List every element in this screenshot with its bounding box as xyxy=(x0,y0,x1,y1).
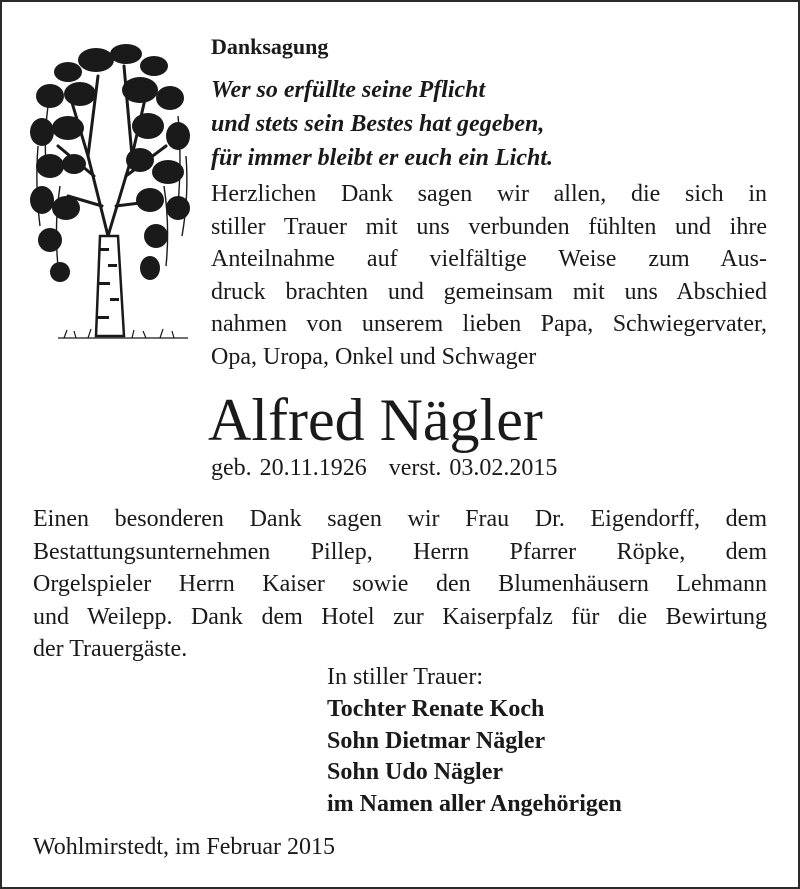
special-thanks-line: Einen besonderen Dank sagen wir Frau Dr. Eigendorff, dem xyxy=(33,506,767,532)
special-thanks-line: Bestattungsunternehmen Pillep, Herrn Pfarrer Röpke, dem xyxy=(33,538,767,565)
mourners-list xyxy=(327,694,622,820)
special-thanks-line: und Weilepp. Dank dem Hotel zur Kaiserpfalz für die Bewirtung xyxy=(33,603,767,630)
thanks-paragraph xyxy=(211,178,767,374)
life-dates xyxy=(211,455,557,482)
verse-line: und stets sein Bestes hat gegeben, xyxy=(211,111,545,137)
mourner-name: im Namen aller Angehörigen xyxy=(327,790,622,817)
mourner-name: Tochter Renate Koch xyxy=(327,696,545,722)
verse-line: Wer so erfüllte seine Pflicht xyxy=(211,77,486,103)
thanks-line: Herzlichen Dank sagen wir allen, die sich in xyxy=(211,181,767,207)
place-date: Wohlmirstedt, im Februar 2015 xyxy=(33,834,336,860)
verse-line: für immer bleibt er euch ein Licht. xyxy=(211,145,553,171)
thanks-line: druck brachten und gemeinsam mit uns Abschied xyxy=(211,278,767,305)
thanks-line: Anteilnahme auf vielfältige Weise zum Aus- xyxy=(211,246,767,273)
deceased-name: Alfred Nägler xyxy=(208,387,543,453)
thanks-line: nahmen von unserem lieben Papa, Schwiegervater, xyxy=(211,311,767,338)
mourning-label: In stiller Trauer: xyxy=(327,664,483,690)
birth-date: geb. 20.11.1926 xyxy=(211,455,367,481)
special-thanks-paragraph xyxy=(33,503,767,666)
memorial-verse xyxy=(211,73,553,175)
mourner-name: Sohn Udo Nägler xyxy=(327,759,504,785)
mourner-name: Sohn Dietmar Nägler xyxy=(327,727,546,754)
death-date: verst. 03.02.2015 xyxy=(388,455,558,481)
special-thanks-line: Orgelspieler Herrn Kaiser sowie den Blumenhäusern Lehmann xyxy=(33,571,767,598)
notice-heading: Danksagung xyxy=(211,34,329,59)
thanks-line: Opa, Uropa, Onkel und Schwager xyxy=(211,343,537,370)
special-thanks-line: der Trauergäste. xyxy=(33,636,188,663)
thanks-line: stiller Trauer mit uns verbunden fühlten und ihre xyxy=(211,213,767,240)
birch-tree-icon xyxy=(28,36,196,346)
